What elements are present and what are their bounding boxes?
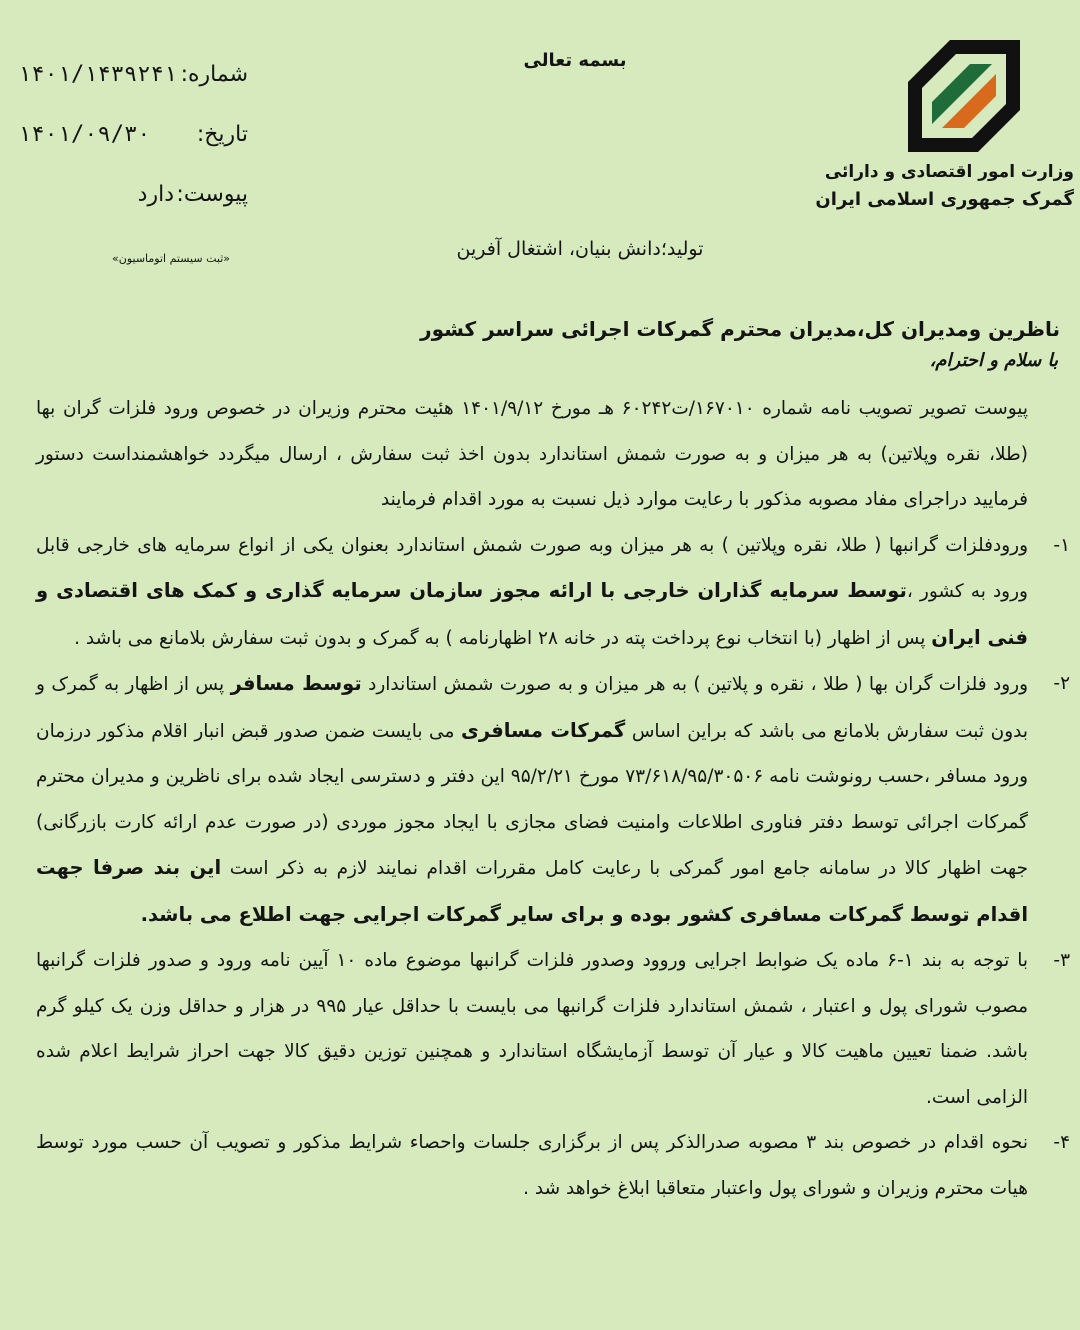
- basmala-heading: بسمه تعالی: [523, 50, 627, 71]
- attachment-value: دارد: [137, 182, 174, 207]
- organization-block: [774, 158, 1074, 214]
- item-number: ۳-: [1053, 950, 1070, 971]
- addressee: ناظرین ومدیران کل،مدیران محترم گمرکات اجرائی سراسر کشور: [420, 317, 1060, 341]
- item-text: ورودفلزات گرانبها ( طلا، نقره وپلاتین ) به هر میزان وبه صورت شمش استاندارد بعنوان یکی از انواع سرمایه های خارجی قابل ورود به کشور ،: [36, 534, 1028, 602]
- letter-body: [36, 386, 1070, 1211]
- item-text: با توجه به بند ۱-۶ ماده یک ضوابط اجرایی وروود وصدور فلزات گرانبها موضوع ماده ۱۰ آیین نامه ورود و صدور فلزات گرانبها مصوب شورای پول و اعتبار ، شمش استاندارد فلزات گرانبها می بایست با حداقل عیار ۹۹۵ در هزار و حداقل وزن یک کیلو گرم باشد. ضمنا تعیین ماهیت کالا و عیار آن توسط آزمایشگاه استاندارد و همچنین توزین دقیق کالا جهت احراز شرایط اعلام شده الزامی است.: [36, 950, 1028, 1108]
- date-value: ۱۴۰۱/۰۹/۳۰: [18, 122, 151, 147]
- item-number: ۴-: [1053, 1132, 1070, 1153]
- date-label: تاریخ:: [196, 122, 248, 147]
- item-text: می بایست ضمن صدور قبض انبار اقلام مذکور درزمان ورود مسافر ،حسب رونوشت نامه ۷۳/۶۱۸/۹۵/۳۰۵۰۶ مورخ ۹۵/۲/۲۱ این دفتر و دسترسی ایجاد شده برای ناظرین و مدیران محترم گمرکات اجرائی توسط دفتر فناوری اطلاعات وامنیت فضای مجازی با ایجاد مجوز موردی (در صورت عدم ارائه کارت بازرگانی) جهت اظهار کالا در سامانه جامع امور گمرکی با رعایت کامل مقررات اقدام نمایند لازم به ذکر است: [36, 720, 1029, 879]
- item-number: ۱-: [1053, 534, 1070, 556]
- attachment-label: پیوست:: [176, 182, 248, 207]
- list-item: [36, 523, 1070, 662]
- item-number: ۲-: [1053, 673, 1070, 694]
- organization-name: گمرک جمهوری اسلامی ایران: [815, 189, 1074, 210]
- item-bold-text: گمرکات مسافری: [460, 718, 626, 742]
- number-label: شماره:: [180, 62, 248, 87]
- letter-number: [14, 56, 254, 96]
- item-bold-text: توسط سرمایه گذاران خارجی با ارائه مجوز سازمان سرمایه گذاری و کمک های اقتصادی و فنی ایران: [36, 579, 1028, 649]
- letter-attachment: [14, 176, 254, 216]
- item-text: ورود فلزات گران بها ( طلا ، نقره و پلاتین ) به هر میزان و به صورت شمش استاندارد: [361, 674, 1028, 695]
- item-bold-text: این بند صرفا جهت اقدام توسط گمرکات مسافری کشور بوده و برای سایر گمرکات اجرایی جهت اطلاع می باشد.: [36, 856, 1028, 926]
- customs-logo-icon: [908, 40, 1020, 152]
- item-text: پس از اظهار به گمرک و بدون ثبت سفارش بلامانع می باشد که براین اساس: [36, 674, 1028, 742]
- item-text: پس از اظهار (با انتخاب نوع پرداخت پته در خانه ۲۸ اظهارنامه ) به گمرک و بدون ثبت سفارش بلامانع می باشد .: [74, 627, 932, 649]
- intro-paragraph: پیوست تصویر تصویب نامه شماره ۱۶۷۰۱۰/ت۶۰۲۴۲ هـ مورخ ۱۴۰۱/۹/۱۲ هئیت محترم وزیران در خصوص ورود فلزات گران بها (طلا، نقره وپلاتین) به هر میزان و به صورت شمش استاندارد بدون اخذ ثبت سفارش ، ارسال میگردد خواهشمنداست دستور فرمایید دراجرای مفاد مصوبه مذکور با رعایت موارد ذیل نسبت به مورد اقدام فرمایند: [36, 398, 1028, 510]
- ministry-name: وزارت امور اقتصادی و دارائی: [824, 162, 1074, 182]
- item-text: نحوه اقدام در خصوص بند ۳ مصوبه صدرالذکر پس از برگزاری جلسات واحصاء شرایط مذکور و تصویب آن حسب مورد توسط هیات محترم وزیران و شورای پول واعتبار متعاقبا ابلاغ خواهد شد .: [36, 1132, 1028, 1199]
- automation-stamp: «ثبت سیستم اتوماسیون»: [112, 252, 230, 265]
- list-item: [36, 661, 1070, 938]
- greeting: با سلام و احترام،: [929, 350, 1058, 371]
- list-item: [36, 1120, 1070, 1211]
- item-bold-text: توسط مسافر: [230, 672, 362, 695]
- list-item: [36, 938, 1070, 1120]
- letter-subject: تولید؛دانش بنیان، اشتغال آفرین: [456, 238, 704, 260]
- number-value: ۱۴۰۱/۱۴۳۹۲۴۱: [18, 62, 177, 87]
- letter-date: [14, 116, 254, 156]
